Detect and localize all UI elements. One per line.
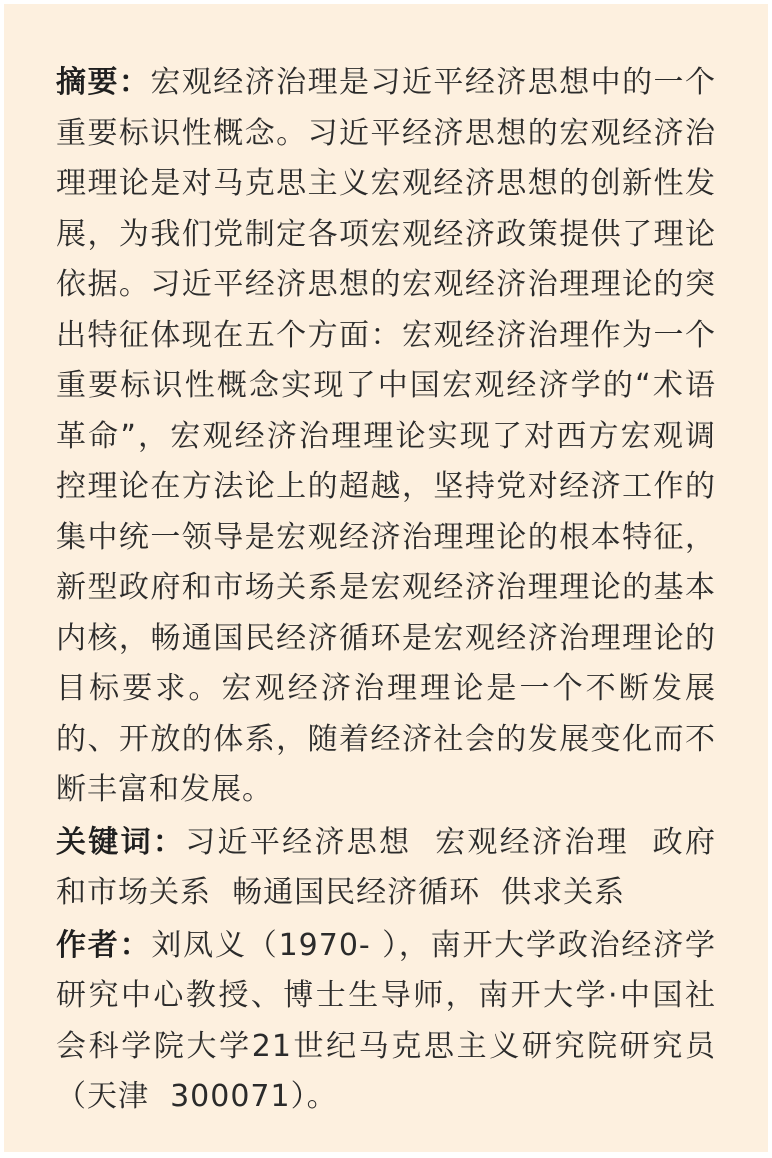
abstract-paragraph <box>56 58 716 816</box>
author-label: 作者： <box>56 927 152 963</box>
author-text: 刘凤义（1970- ），南开大学政治经济学研究中心教授、博士生导师，南开大学·中国社会科学院大学21世纪马克思主义研究院研究员（天津 300071）。 <box>56 927 717 1114</box>
abstract-label: 摘要： <box>56 65 151 100</box>
keywords-text: 习近平经济思想 宏观经济治理 政府和市场关系 畅通国民经济循环 供求关系 <box>56 824 716 910</box>
keywords-paragraph <box>56 818 716 919</box>
abstract-text: 宏观经济治理是习近平经济思想中的一个重要标识性概念。习近平经济思想的宏观经济治理理论是对马克思主义宏观经济思想的创新性发展，为我们党制定各项宏观经济政策提供了理论依据。习近平经济思想的宏观经济治理理论的突出特征体现在五个方面：宏观经济治理作为一个重要标识性概念实现了中国宏观经济学的“术语革命”，宏观经济治理理论实现了对西方宏观调控理论在方法论上的超越，坚持党对经济工作的集中统一领导是宏观经济治理理论的根本特征，新型政府和市场关系是宏观经济治理理论的基本内核，畅通国民经济循环是宏观经济治理理论的目标要求。宏观经济治理理论是一个不断发展的、开放的体系，随着经济社会的发展变化而不断丰富和发展。 <box>56 65 717 807</box>
keywords-label: 关键词： <box>56 824 186 860</box>
author-paragraph <box>56 921 716 1123</box>
abstract-card <box>4 4 768 1152</box>
